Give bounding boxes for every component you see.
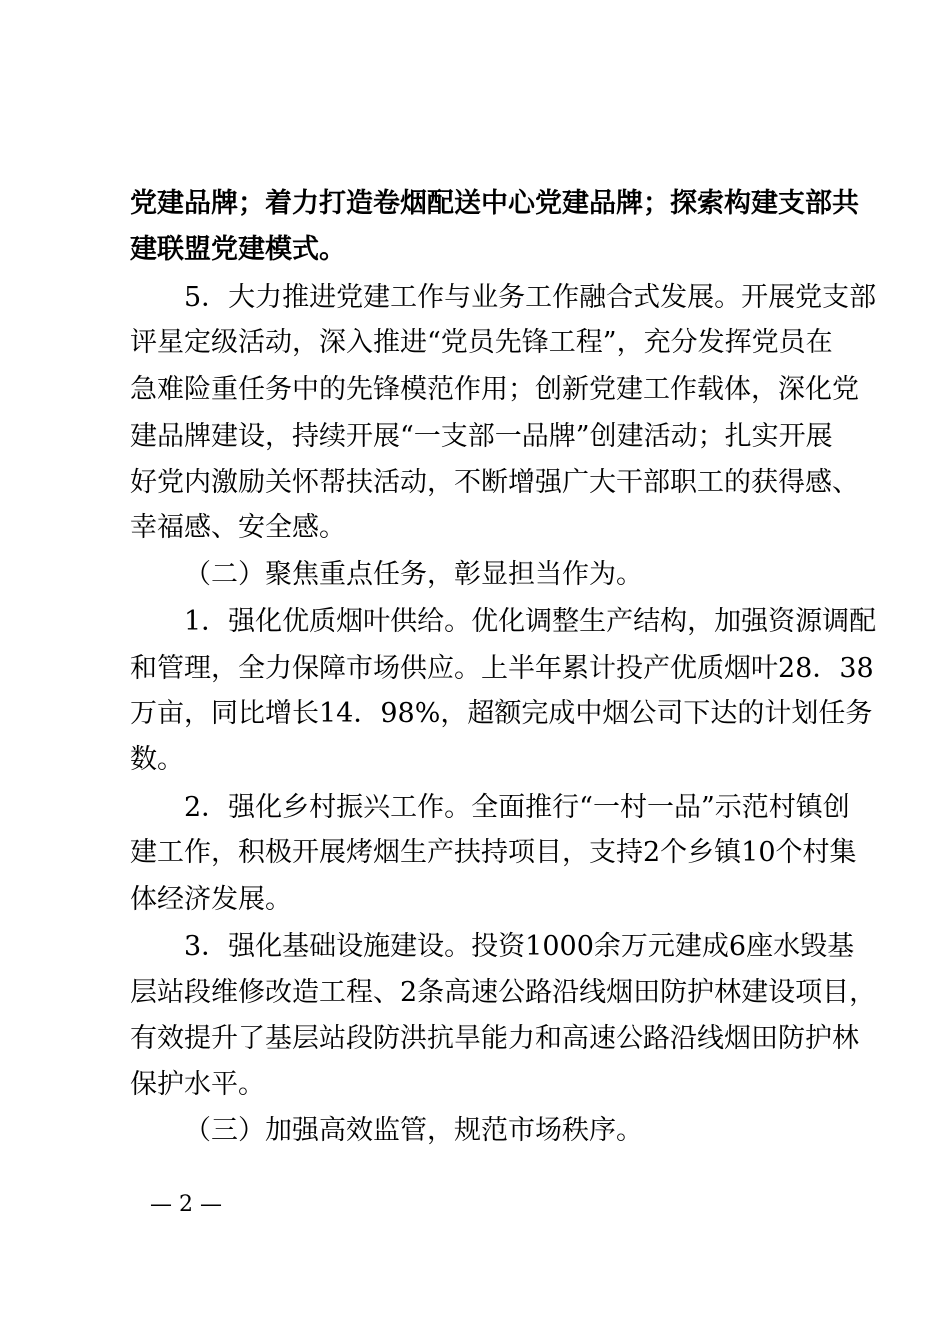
text-line: 好党内激励关怀帮扶活动，不断增强广大干部职工的获得感、 [130, 467, 859, 498]
text-line: 幸福感、安全感。 [130, 512, 346, 543]
text-line: 5．大力推进党建工作与业务工作融合式发展。开展党支部 [184, 282, 877, 313]
section-heading: （三）加强高效监管，规范市场秩序。 [184, 1115, 643, 1146]
text-line: 急难险重任务中的先锋模范作用；创新党建工作载体，深化党 [130, 374, 859, 405]
text-line: 1．强化优质烟叶供给。优化调整生产结构，加强资源调配 [184, 606, 877, 637]
text-line: 保护水平。 [130, 1069, 265, 1100]
text-line: 建联盟党建模式。 [130, 234, 346, 265]
text-line: 3．强化基础设施建设。投资1000余万元建成6座水毁基 [184, 931, 855, 962]
text-line: 数。 [130, 744, 184, 775]
text-line: 层站段维修改造工程、2条高速公路沿线烟田防护林建设项目， [130, 977, 877, 1008]
text-line: 党建品牌；着力打造卷烟配送中心党建品牌；探索构建支部共 [130, 188, 859, 219]
text-line: 建工作，积极开展烤烟生产扶持项目，支持2个乡镇10个村集 [130, 837, 857, 868]
page-number: — 2 — [150, 1192, 222, 1217]
text-line: 有效提升了基层站段防洪抗旱能力和高速公路沿线烟田防护林 [130, 1023, 859, 1054]
text-line: 2．强化乡村振兴工作。全面推行“一村一品”示范村镇创 [184, 792, 850, 823]
text-line: 评星定级活动，深入推进“党员先锋工程”，充分发挥党员在 [130, 327, 833, 358]
text-line: 体经济发展。 [130, 884, 292, 915]
text-line: 和管理，全力保障市场供应。上半年累计投产优质烟叶28．38 [130, 653, 874, 684]
section-heading: （二）聚焦重点任务，彰显担当作为。 [184, 559, 643, 590]
text-line: 建品牌建设，持续开展“一支部一品牌”创建活动；扎实开展 [130, 421, 833, 452]
text-line: 万亩，同比增长14．98%，超额完成中烟公司下达的计划任务 [130, 698, 873, 729]
